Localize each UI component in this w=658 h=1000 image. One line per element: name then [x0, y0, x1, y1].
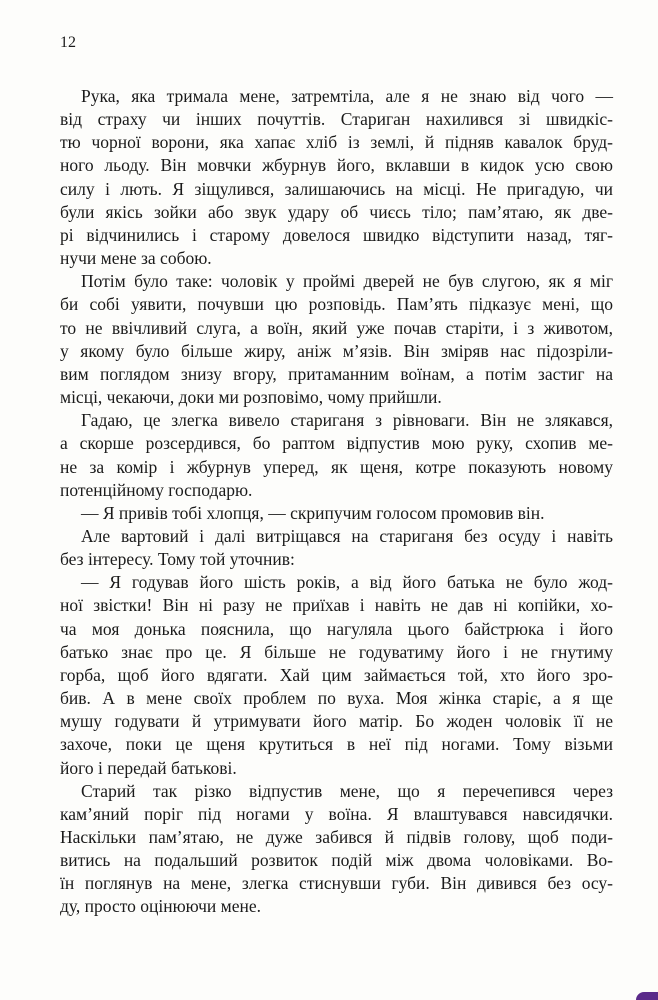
text-line: нучи мене за собою.	[60, 248, 212, 269]
text-line: їн поглянув на мене, злегка стиснувши губи. Він дивився без осу-	[60, 873, 613, 894]
text-line: ду, просто оцінюючи мене.	[60, 896, 261, 917]
text-line: без інтересу. Тому той уточнив:	[60, 549, 295, 570]
paragraph	[60, 502, 613, 525]
text-line: бив. А в мене своїх проблем по вуха. Моя жінка старіє, а я ще	[60, 688, 613, 709]
text-line: то не ввічливий слуга, а воїн, який уже почав старіти, і з животом,	[60, 317, 613, 338]
paragraph	[60, 270, 613, 409]
text-line: Старий так різко відпустив мене, що я перечепився через	[81, 780, 613, 801]
paragraph	[60, 525, 613, 571]
page-number: 12	[60, 34, 76, 51]
text-line: би собі уявити, почувши цю розповідь. Пам’ять підказує мені, що	[60, 294, 613, 315]
text-line: у якому було більше жиру, аніж м’язів. Він зміряв нас підозріли-	[60, 340, 613, 361]
text-line: від страху чи інших почуттів. Стариган нахилився зі швидкіс-	[60, 109, 613, 130]
text-line: були якісь зойки або звук удару об чиєсь тіло; пам’ятаю, як две-	[60, 201, 613, 222]
text-line: кам’яний поріг під ногами у воїна. Я влаштувався навсидячки.	[60, 803, 613, 824]
text-line: — Я годував його шість років, а від його батька не було жод-	[81, 572, 613, 593]
text-line: захоче, поки це щеня крутиться в неї під ногами. Тому візьми	[60, 734, 613, 755]
paragraph	[60, 409, 613, 502]
text-line: Наскільки пам’ятаю, не дуже забився й підвів голову, щоб поди-	[60, 827, 613, 847]
paragraph	[60, 85, 613, 270]
body-text	[60, 85, 613, 919]
text-line: ча моя донька пояснила, що нагуляла цього байстрюка і його	[60, 618, 613, 639]
text-line: Потім було таке: чоловік у проймі дверей не був слугою, як я міг	[81, 271, 613, 292]
text-line: місці, чекаючи, доки ми розповімо, чому прийшли.	[60, 387, 442, 408]
text-line: Рука, яка тримала мене, затремтіла, але я не знаю від чого —	[81, 86, 613, 106]
text-line: Гадаю, це злегка вивело стариганя з рівноваги. Він не злякався,	[81, 410, 613, 431]
text-line: ного льоду. Він мовчки жбурнув його, вклавши в кидок усю свою	[60, 155, 613, 176]
text-line: — Я привів тобі хлопця, — скрипучим голосом промовив він.	[81, 502, 545, 523]
text-line: його і передай батькові.	[60, 757, 237, 778]
text-line: а скорше розсердився, бо раптом відпустив мою руку, схопив ме-	[60, 433, 613, 454]
text-line: не за комір і жбурнув уперед, як щеня, котре показують новому	[60, 456, 613, 477]
text-line: мушу годувати й утримувати його матір. Бо жоден чоловік її не	[60, 711, 613, 732]
text-line: ної звістки! Він ні разу не приїхав і навіть не дав ні копійки, хо-	[60, 595, 613, 616]
text-line: батько знає про це. Я більше не годуватиму його і не гнутиму	[60, 641, 613, 662]
paragraph	[60, 571, 613, 779]
text-line: Але вартовий і далі витріщався на стариганя без осуду і навіть	[81, 525, 613, 546]
text-line: витись на подальший розвиток подій між двома чоловіками. Во-	[60, 850, 613, 871]
paragraph	[60, 780, 613, 919]
scan-edge-mark	[636, 992, 658, 1000]
text-line: горба, щоб його вдягати. Хай цим займається той, хто його зро-	[60, 664, 613, 685]
text-line: тю чорної ворони, яка хапає хліб із землі, й підняв кавалок бруд-	[60, 132, 613, 153]
text-line: вим поглядом знизу вгору, притаманним воїнам, а потім застиг на	[60, 363, 613, 384]
text-line: потенційному господарю.	[60, 479, 253, 500]
text-line: рі відчинились і старому довелося швидко відступити назад, тяг-	[60, 224, 613, 245]
text-line: силу і лють. Я зіщулився, залишаючись на місці. Не пригадую, чи	[60, 178, 613, 199]
